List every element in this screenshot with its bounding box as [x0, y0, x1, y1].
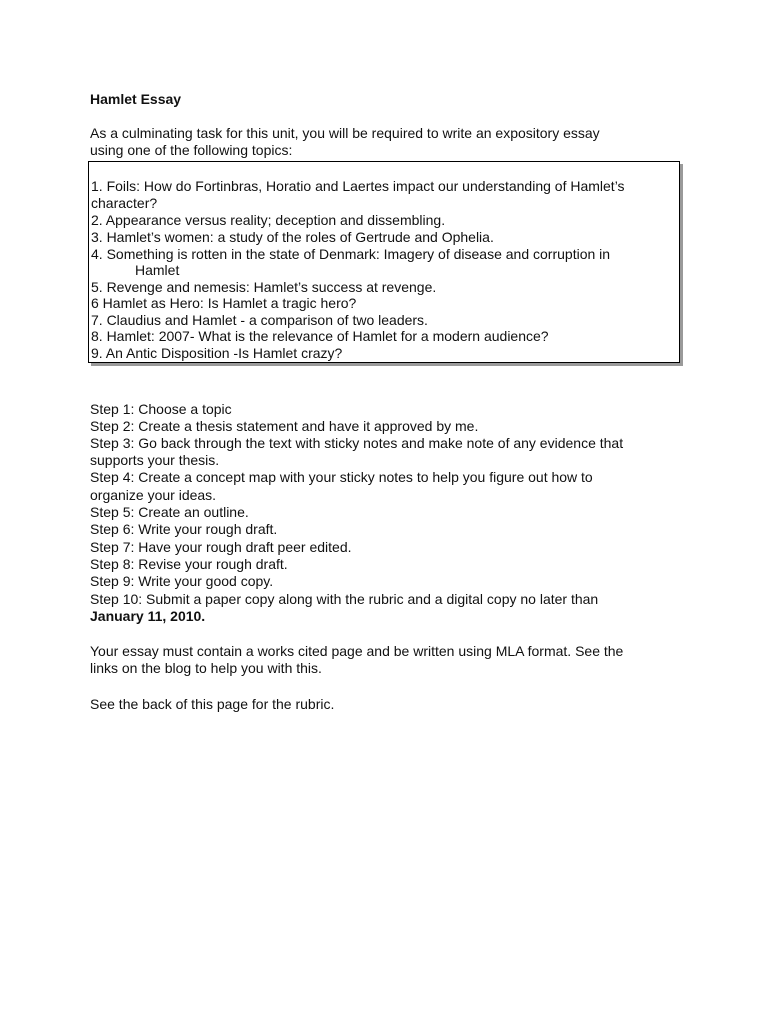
format-note-line-1: Your essay must contain a works cited page and be written using MLA format. See the [90, 643, 624, 659]
step-9: Step 9: Write your good copy. [90, 573, 274, 589]
topics-box [88, 161, 680, 363]
step-4-line-1: Step 4: Create a concept map with your sticky notes to help you figure out how to [90, 469, 593, 485]
topic-6: 6 Hamlet as Hero: Is Hamlet a tragic hero? [91, 295, 357, 311]
step-7: Step 7: Have your rough draft peer edited. [90, 539, 352, 555]
topic-9: 9. An Antic Disposition -Is Hamlet crazy? [91, 345, 343, 361]
back-note: See the back of this page for the rubric. [90, 696, 335, 712]
topic-5: 5. Revenge and nemesis: Hamlet’s success at revenge. [91, 279, 437, 295]
deadline-date: January 11, 2010. [90, 608, 206, 624]
step-5: Step 5: Create an outline. [90, 504, 249, 520]
topic-8: 8. Hamlet: 2007- What is the relevance of Hamlet for a modern audience? [91, 328, 549, 344]
step-3-line-2: supports your thesis. [90, 452, 220, 468]
topic-1-line-1: 1. Foils: How do Fortinbras, Horatio and Laertes impact our understanding of Hamlet’s [91, 178, 625, 194]
step-6: Step 6: Write your rough draft. [90, 521, 278, 537]
step-8: Step 8: Revise your rough draft. [90, 556, 288, 572]
step-1: Step 1: Choose a topic [90, 401, 232, 417]
topic-1-line-2: character? [91, 195, 158, 211]
topic-2: 2. Appearance versus reality; deception and dissembling. [91, 212, 446, 228]
step-10: Step 10: Submit a paper copy along with the rubric and a digital copy no later than [90, 591, 599, 607]
step-4-line-2: organize your ideas. [90, 487, 217, 503]
topic-7: 7. Claudius and Hamlet - a comparison of two leaders. [91, 312, 428, 328]
intro-line-2: using one of the following topics: [90, 142, 293, 158]
step-2: Step 2: Create a thesis statement and have it approved by me. [90, 418, 479, 434]
step-3-line-1: Step 3: Go back through the text with sticky notes and make note of any evidence that [90, 435, 624, 451]
format-note-line-2: links on the blog to help you with this. [90, 660, 322, 676]
topic-3: 3. Hamlet’s women: a study of the roles of Gertrude and Ophelia. [91, 229, 494, 245]
topic-4-line-1: 4. Something is rotten in the state of Denmark: Imagery of disease and corruption in [91, 246, 611, 262]
document-title: Hamlet Essay [90, 91, 182, 107]
intro-line-1: As a culminating task for this unit, you will be required to write an expository essay [90, 125, 600, 141]
topic-4-line-2: Hamlet [135, 262, 180, 278]
